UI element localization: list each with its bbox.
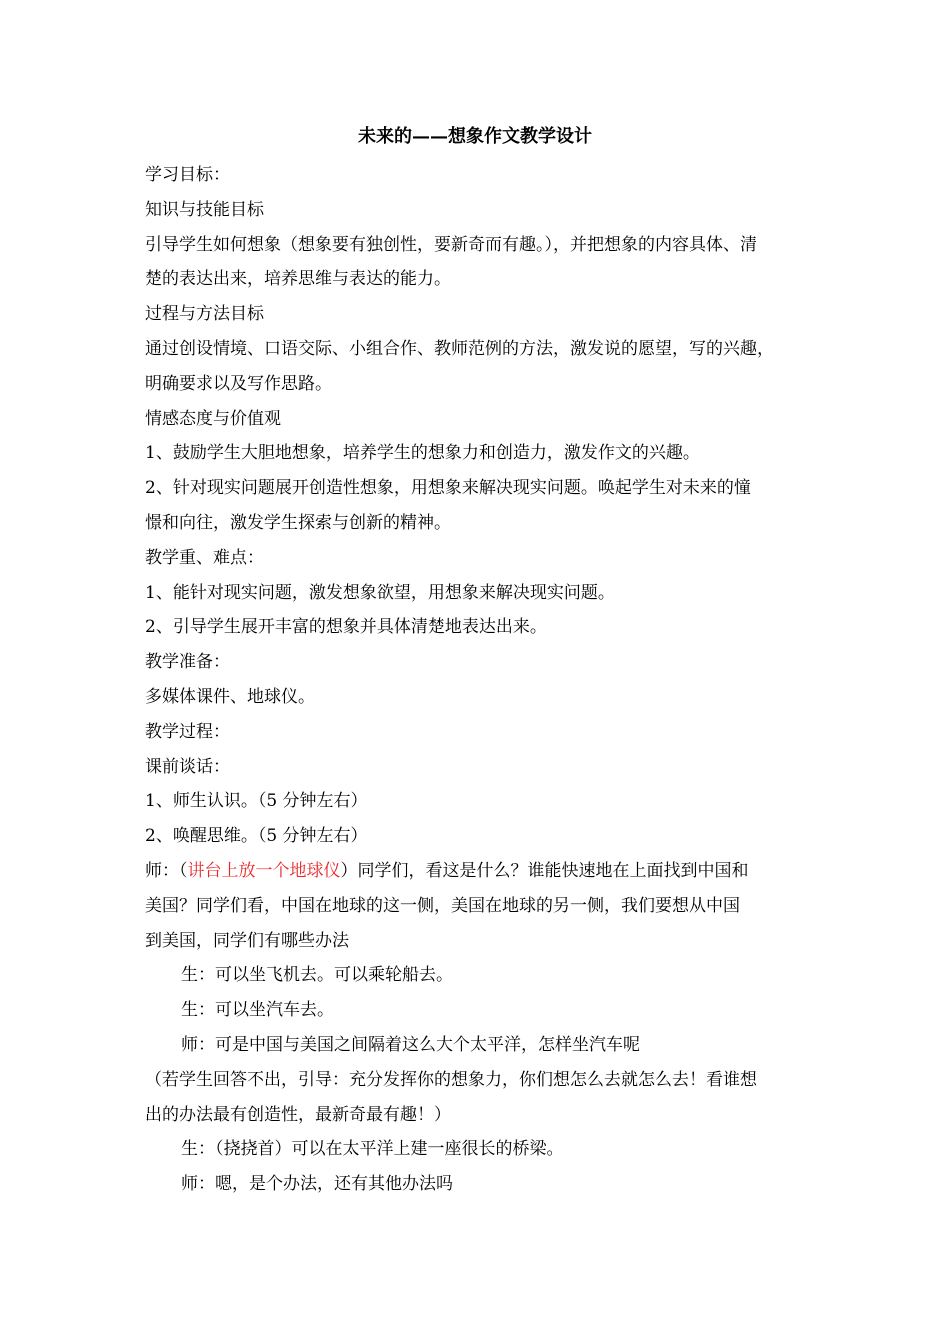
- paragraph-line: 2、引导学生展开丰富的想象并具体清楚地表达出来。: [145, 617, 547, 638]
- paragraph-line: 学习目标：: [145, 165, 230, 185]
- paragraph-line: 情感态度与价值观: [145, 408, 281, 429]
- paragraph-line: 课前谈话：: [145, 756, 230, 777]
- document-body: [145, 158, 810, 1202]
- paragraph-line: 知识与技能目标: [145, 199, 264, 220]
- paragraph-line: 明确要求以及写作思路。: [145, 373, 332, 394]
- paragraph-line: 楚的表达出来，培养思维与表达的能力。: [145, 269, 451, 290]
- paragraph-line: 多媒体课件、地球仪。: [145, 686, 315, 707]
- paragraph-line: 过程与方法目标: [145, 304, 264, 325]
- paragraph-line: 2、针对现实问题展开创造性想象，用想象来解决现实问题。唤起学生对未来的憧: [145, 478, 751, 499]
- document-title: 未来的——想象作文教学设计: [358, 126, 592, 147]
- paragraph-line: 1、师生认识。（5 分钟左右）: [145, 791, 368, 812]
- paragraph-line: 1、能针对现实问题，激发想象欲望，用想象来解决现实问题。: [145, 582, 615, 603]
- paragraph-line: 出的办法最有创造性，最新奇最有趣！）: [145, 1104, 451, 1125]
- paragraph-line: [145, 854, 810, 889]
- dialogue-line: 生：可以坐飞机去。可以乘轮船去。: [181, 965, 453, 986]
- paragraph-line: 憬和向往，激发学生探索与创新的精神。: [145, 512, 451, 533]
- dialogue-line: 师：嗯，是个办法，还有其他办法吗: [181, 1174, 453, 1195]
- paragraph-line: 通过创设情境、口语交际、小组合作、教师范例的方法，激发说的愿望，写的兴趣，: [145, 338, 774, 359]
- line-text-end: ）同学们，看这是什么？谁能快速地在上面找到中国和: [340, 860, 749, 881]
- paragraph-line: （若学生回答不出，引导：充分发挥你的想象力，你们想怎么去就怎么去！看谁想: [145, 1069, 757, 1090]
- paragraph-line: 引导学生如何想象（想象要有独创性，要新奇而有趣。），并把想象的内容具体、清: [145, 234, 757, 255]
- paragraph-line: 2、唤醒思维。（5 分钟左右）: [145, 826, 368, 847]
- highlighted-stage-direction: 讲台上放一个地球仪: [187, 860, 341, 881]
- paragraph-line: 教学准备：: [145, 652, 230, 673]
- paragraph-line: 美国？同学们看，中国在地球的这一侧，美国在地球的另一侧，我们要想从中国: [145, 895, 740, 916]
- dialogue-line: 生：（挠挠首）可以在太平洋上建一座很长的桥梁。: [181, 1139, 564, 1160]
- paragraph-line: 到美国，同学们有哪些办法: [145, 930, 349, 951]
- line-text-start: 师：（: [145, 860, 188, 881]
- paragraph-line: 1、鼓励学生大胆地想象，培养学生的想象力和创造力，激发作文的兴趣。: [145, 443, 700, 464]
- paragraph-line: 教学过程：: [145, 721, 230, 742]
- paragraph-line: 教学重、难点：: [145, 547, 264, 568]
- dialogue-line: 师：可是中国与美国之间隔着这么大个太平洋，怎样坐汽车呢: [181, 1034, 640, 1055]
- dialogue-line: 生：可以坐汽车去。: [181, 1000, 334, 1021]
